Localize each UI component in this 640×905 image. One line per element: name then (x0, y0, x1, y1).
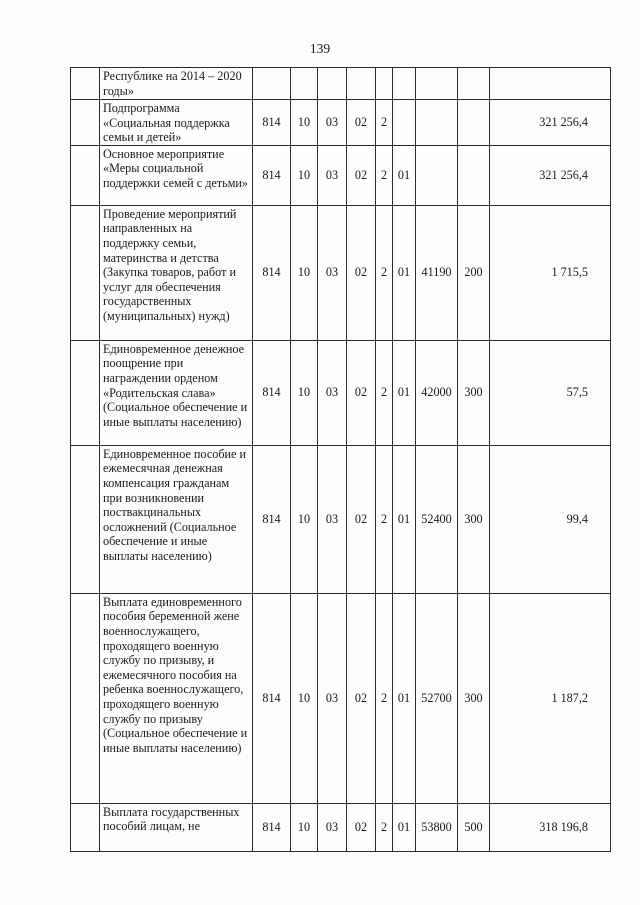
row-index-cell (71, 145, 100, 205)
razdel-cell: 10 (291, 145, 318, 205)
razdel-cell: 10 (291, 340, 318, 445)
budget-table (70, 67, 611, 852)
glava-cell: 814 (253, 340, 291, 445)
direction-code-cell: 42000 (416, 340, 458, 445)
table-row (71, 803, 611, 851)
direction-code-cell: 53800 (416, 803, 458, 851)
podrazdel-cell: 03 (318, 803, 347, 851)
razdel-cell (291, 68, 318, 100)
glava-cell: 814 (253, 145, 291, 205)
program-code-cell: 02 (347, 145, 376, 205)
item-name-cell: Выплата единовременного пособия беременной жене военнослужащего, проходящего военную службу по призыву, и ежемесячного пособия на ребенка военнослужащего, проходящего военную службу по призыву (Социальное обеспечение и иные выплаты населению) (100, 593, 253, 803)
row-index-cell (71, 100, 100, 146)
item-name-cell: Подпрограмма «Социальная поддержка семьи и детей» (100, 100, 253, 146)
row-index-cell (71, 445, 100, 593)
subprogram-code-cell: 2 (376, 340, 393, 445)
glava-cell: 814 (253, 803, 291, 851)
amount-cell: 1 715,5 (490, 205, 611, 340)
amount-cell: 318 196,8 (490, 803, 611, 851)
glava-cell: 814 (253, 205, 291, 340)
event-code-cell: 01 (393, 340, 416, 445)
razdel-cell: 10 (291, 445, 318, 593)
program-code-cell: 02 (347, 445, 376, 593)
subprogram-code-cell: 2 (376, 803, 393, 851)
row-index-cell (71, 68, 100, 100)
table-row (71, 68, 611, 100)
table-row (71, 445, 611, 593)
expense-type-cell (458, 100, 490, 146)
expense-type-cell: 300 (458, 340, 490, 445)
subprogram-code-cell: 2 (376, 593, 393, 803)
row-index-cell (71, 803, 100, 851)
amount-cell: 321 256,4 (490, 145, 611, 205)
row-index-cell (71, 205, 100, 340)
expense-type-cell: 200 (458, 205, 490, 340)
podrazdel-cell: 03 (318, 593, 347, 803)
table-row (71, 340, 611, 445)
razdel-cell: 10 (291, 100, 318, 146)
expense-type-cell: 300 (458, 445, 490, 593)
program-code-cell: 02 (347, 340, 376, 445)
item-name-cell: Республике на 2014 – 2020 годы» (100, 68, 253, 100)
podrazdel-cell: 03 (318, 205, 347, 340)
subprogram-code-cell: 2 (376, 145, 393, 205)
glava-cell (253, 68, 291, 100)
amount-cell: 99,4 (490, 445, 611, 593)
event-code-cell: 01 (393, 445, 416, 593)
expense-type-cell (458, 68, 490, 100)
direction-code-cell: 52700 (416, 593, 458, 803)
table-row (71, 205, 611, 340)
direction-code-cell: 41190 (416, 205, 458, 340)
page-number: 139 (309, 41, 331, 56)
table-row (71, 100, 611, 146)
expense-type-cell: 500 (458, 803, 490, 851)
podrazdel-cell: 03 (318, 100, 347, 146)
direction-code-cell (416, 100, 458, 146)
direction-code-cell: 52400 (416, 445, 458, 593)
razdel-cell: 10 (291, 593, 318, 803)
glava-cell: 814 (253, 593, 291, 803)
table-row (71, 593, 611, 803)
item-name-cell: Выплата государственных пособий лицам, не (100, 803, 253, 851)
podrazdel-cell: 03 (318, 445, 347, 593)
event-code-cell: 01 (393, 803, 416, 851)
item-name-cell: Единовременное пособие и ежемесячная денежная компенсация гражданам при возникновении поствакцинальных осложнений (Социальное обеспечение и иные выплаты населению) (100, 445, 253, 593)
table-row (71, 145, 611, 205)
direction-code-cell (416, 145, 458, 205)
event-code-cell: 01 (393, 205, 416, 340)
razdel-cell: 10 (291, 205, 318, 340)
program-code-cell: 02 (347, 100, 376, 146)
item-name-cell: Проведение мероприятий направленных на поддержку семьи, материнства и детства (Закупка товаров, работ и услуг для обеспечения государственных (муниципальных) нужд) (100, 205, 253, 340)
event-code-cell (393, 100, 416, 146)
subprogram-code-cell (376, 68, 393, 100)
row-index-cell (71, 593, 100, 803)
expense-type-cell (458, 145, 490, 205)
item-name-cell: Основное мероприятие «Меры социальной поддержки семей с детьми» (100, 145, 253, 205)
subprogram-code-cell: 2 (376, 445, 393, 593)
row-index-cell (71, 340, 100, 445)
subprogram-code-cell: 2 (376, 205, 393, 340)
expense-type-cell: 300 (458, 593, 490, 803)
amount-cell: 321 256,4 (490, 100, 611, 146)
program-code-cell (347, 68, 376, 100)
podrazdel-cell: 03 (318, 340, 347, 445)
podrazdel-cell (318, 68, 347, 100)
amount-cell: 1 187,2 (490, 593, 611, 803)
program-code-cell: 02 (347, 803, 376, 851)
glava-cell: 814 (253, 100, 291, 146)
event-code-cell: 01 (393, 593, 416, 803)
podrazdel-cell: 03 (318, 145, 347, 205)
subprogram-code-cell: 2 (376, 100, 393, 146)
program-code-cell: 02 (347, 593, 376, 803)
amount-cell: 57,5 (490, 340, 611, 445)
amount-cell (490, 68, 611, 100)
program-code-cell: 02 (347, 205, 376, 340)
glava-cell: 814 (253, 445, 291, 593)
direction-code-cell (416, 68, 458, 100)
event-code-cell: 01 (393, 145, 416, 205)
item-name-cell: Единовременное денежное поощрение при награждении орденом «Родительская слава» (Социальное обеспечение и иные выплаты населению) (100, 340, 253, 445)
razdel-cell: 10 (291, 803, 318, 851)
event-code-cell (393, 68, 416, 100)
